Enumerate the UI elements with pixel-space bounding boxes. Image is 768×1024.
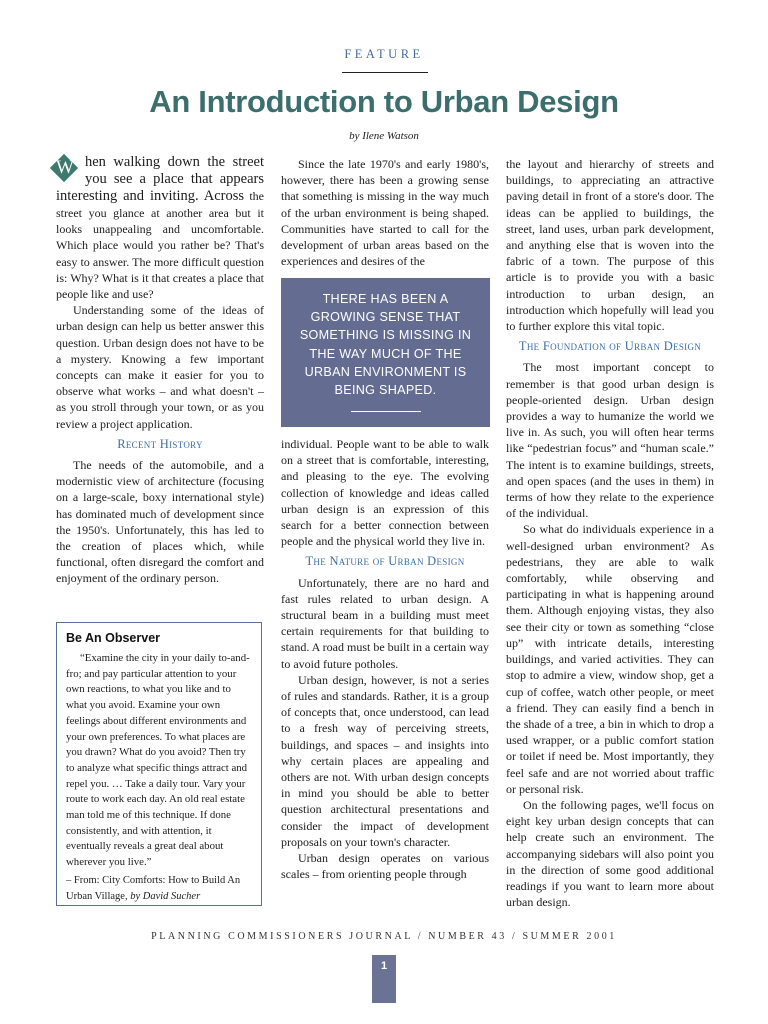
paragraph-continued: the layout and hierarchy of streets and buildings, to appreciating an attractive paving detail in front of a store's door. The ideas can be applied to buildings, the street, land uses, urban park development, and anything else that is woven into the fabric of a town. The purpose of this article is to provide you with a basic introduction to urban design, an introduction which hopefully will lead you to further explore this vital topic. [506,157,714,334]
kicker-divider [342,72,428,73]
source-author: by David Sucher [130,890,201,902]
paragraph: On the following pages, we'll focus on eight key urban design concepts that can help create such an environment. The accompanying sidebars will also point you in the direction of some good additional readings if you want to learn more about urban design. [506,797,714,910]
journal-footer: PLANNING COMMISSIONERS JOURNAL / NUMBER 43 / SUMMER 2001 [151,931,617,942]
paragraph: Understanding some of the ideas of urban design can help us better answer this question. Urban design does not have to be a mystery. Knowing a few important concepts can make it easier for you to observe what works – and what doesn't – as you stroll through your town, or as you review a project application. [56,303,264,431]
subheading-nature: The Nature of Urban Design [305,554,465,569]
drop-cap-diamond-icon [54,158,76,180]
sidebar-title: Be An Observer [66,631,161,645]
paragraph: So what do individuals experience in a well-designed urban environment? As pedestrians, they are able to walk comfortably, while observing and participating in what is happening around them. Although enjoying vistas, they also see their city or town as something “close up” with intricate details, interesting buildings, and varied activities. They can stop to admire a view, window shop, get a cup of coffee, watch other people, or meet a friend. They can easily find a bench in the shade of a tree, a bin in which to drop a used wrapper, or a public comfort station or toilet if need be. Most importantly, they feel safe and are not worried about traffic or personal risk. [506,522,714,796]
opening-paragraph [56,154,264,302]
paragraph: Urban design, however, is not a series of rules and standards. Rather, it is a group of concepts that, once understood, can lead to a fresh way of perceiving streets, buildings, and spaces – and insights into why certain places are appealing and others are not. With urban design concepts in mind you should be able to better question architectural presentations and consider the impact of development proposals on your town's character. [281,672,489,849]
paragraph: The needs of the automobile, and a modernistic view of architecture (focusing on a large-scale, boxy international style) has dominated much of development since the 1950's. Unfortunately, this has led to the creation of places which, while functional, often disregard the comfort and enjoyment of the ordinary person. [56,458,264,586]
paragraph: Unfortunately, there are no hard and fast rules related to urban design. A structural beam in a building must meet certain requirements for that building to stand. A road must be built in a certain way to avoid future potholes. [281,575,489,671]
opening-paragraph-rest: the street you glance at another area but it looks unappealing and uncomfortable. Which place would you rather be? That's easy to answer. The more difficult question is: Why? What is it that creates a place that people like and use? [56,189,265,302]
paragraph-continued: individual. People want to be able to walk on a street that is comfortable, interesting, and pleasing to the eye. The evolving collection of knowledge and ideas called urban design is an expression of this search for a better connection between people and the physical world they live in. [281,437,489,549]
lead-in-text: hen walking down the street you see a place that appears interesting and inviting. Across [56,154,264,204]
sidebar-quote: “Examine the city in your daily to-and-fro; and pay particular attention to your own reactions, to what you like and to what you avoid. Examine your own feelings about different environments and your own preferences. To what places are you drawn? What do you avoid? Then try to analyze what specific things attract and repel you. … Take a daily tour. Vary your route to work each day. An old real estate man told me of this technique. If done consistently, and with attention, it eventually reveals a great deal about wherever you live.” [66,652,250,869]
column-2-top [281,156,489,269]
sidebar-source [66,873,252,904]
paragraph: Urban design operates on various scales – from orienting people through [281,851,489,882]
article-title: An Introduction to Urban Design [149,84,619,119]
column-2-bottom [281,436,489,882]
pull-quote-text: THERE HAS BEEN A GROWING SENSE THAT SOMETHING IS MISSING IN THE WAY MUCH OF THE URBAN ENVIRONMENT IS BEING SHAPED. [299,292,472,398]
paragraph: Since the late 1970's and early 1980's, however, there has been a growing sense that something is missing in the way much of the urban environment is being shaped. Communities have started to call for the development of urban areas based on the experiences and desires of the [281,157,489,269]
page-number: 1 [372,955,396,1003]
source-title: City Comforts: How to Build An Urban Village, [66,874,241,902]
column-3 [506,156,714,910]
paragraph: The most important concept to remember is that good urban design is people-oriented design. Urban design provides a way to humanize the world we live in. As such, you will often hear terms like “pedestrian focus” and “human scale.” The intent is to examine buildings, streets, and open spaces (and the uses in them) in terms of how they relate to the experience of the individual. [506,360,714,521]
subheading-recent-history: Recent History [117,436,203,451]
source-prefix: – From: [66,874,100,886]
sidebar-be-an-observer [56,622,262,906]
pull-quote [281,278,490,427]
subheading-foundation: The Foundation of Urban Design [518,339,702,354]
column-1 [56,154,264,587]
drop-cap-letter: W [56,157,74,178]
byline: by Ilene Watson [349,130,419,142]
section-kicker: FEATURE [344,47,424,61]
pull-quote-rule [351,411,421,412]
